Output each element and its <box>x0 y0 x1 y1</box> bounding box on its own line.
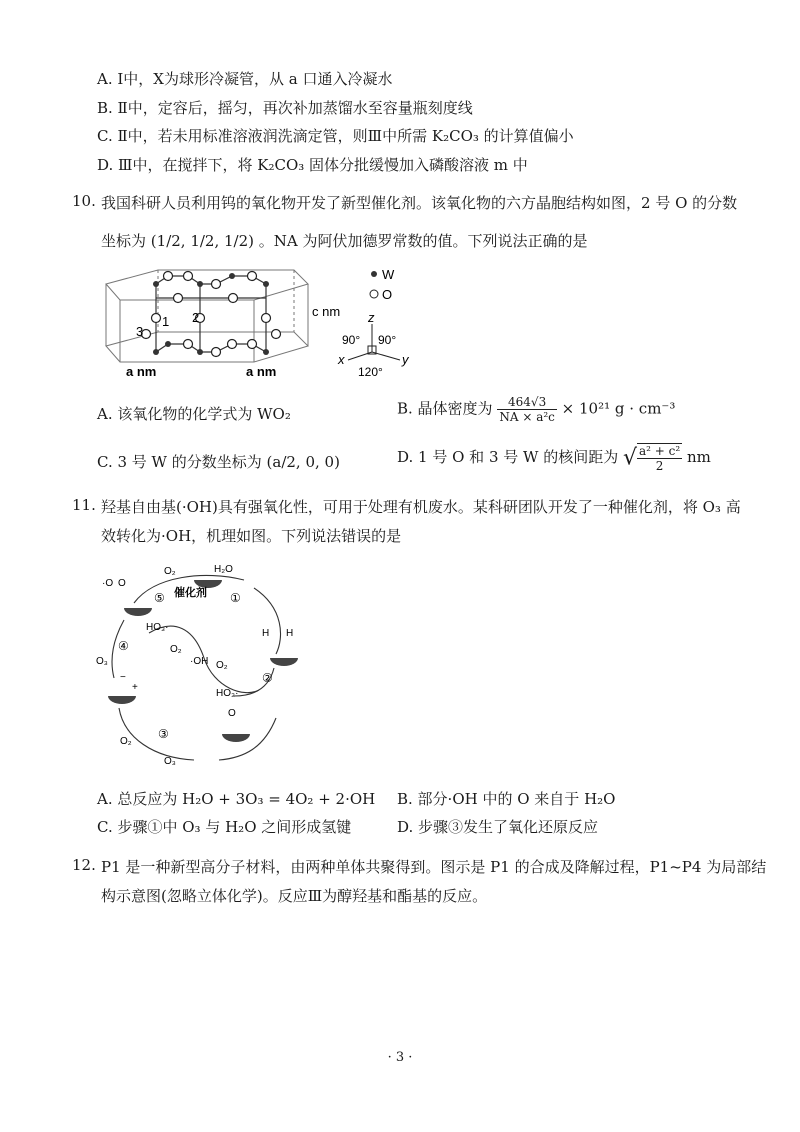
o2-mid2-label: O₂ <box>216 660 228 671</box>
ho3-b-label: HO₃· <box>216 688 239 699</box>
plus-sign: + <box>132 682 138 693</box>
legend-w: W <box>382 267 395 282</box>
step-4: ④ <box>118 639 129 653</box>
q10-distance-numerator: a² + c² <box>639 444 681 458</box>
q9-option-b: B. Ⅱ中，定容后，摇匀，再次补加蒸馏水至容量瓶刻度线 <box>97 99 473 117</box>
q11-option-d: D. 步骤③发生了氧化还原反应 <box>397 818 599 836</box>
q10-density-denominator: NA × a²c <box>499 410 555 424</box>
q9-option-d: D. Ⅲ中，在搅拌下，将 K₂CO₃ 固体分批缓慢加入磷酸溶液 m 中 <box>97 156 528 174</box>
label-3: 3 <box>136 324 144 339</box>
legend-o: O <box>382 287 393 302</box>
o-label: O <box>228 708 236 719</box>
axis-z: z <box>368 310 375 325</box>
h2o-label: H₂O <box>214 564 233 575</box>
question-10-stem-line1: 我国科研人员利用钨的氧化物开发了新型催化剂。该氧化物的六方晶胞结构如图，2 号 O 的分数 <box>101 194 738 212</box>
o2-bottom-label: O₂ <box>120 736 132 747</box>
q10-option-d-suffix: nm <box>687 448 711 466</box>
q11-option-c: C. 步骤①中 O₃ 与 H₂O 之间形成氢键 <box>97 818 352 836</box>
step-1: ① <box>230 591 241 605</box>
q10-option-c-coord: (a/2, 0, 0) <box>266 453 340 471</box>
question-11-stem-line1: 羟基自由基(·OH)具有强氧化性，可用于处理有机废水。某科研团队开发了一种催化剂，将 O₃ 高 <box>101 498 741 516</box>
q10-option-b-suffix: × 10²¹ g · cm⁻³ <box>561 399 676 418</box>
label-2: 2 <box>192 310 200 325</box>
o2-mid-label: O₂ <box>170 644 182 655</box>
question-12-number: 12. <box>72 856 96 874</box>
step-2: ② <box>262 671 273 685</box>
q10-option-b <box>397 395 675 424</box>
q10-density-fraction <box>497 395 557 424</box>
q10-option-c <box>97 451 340 472</box>
label-a-nm-2: a nm <box>246 364 277 379</box>
page-number: · 3 · <box>387 1050 413 1065</box>
question-12-stem-line2: 构示意图(忽略立体化学)。反应Ⅲ为醇羟基和酯基的反应。 <box>101 887 488 905</box>
q10-density-numerator: 464√3 <box>497 395 557 410</box>
q9-option-a: A. Ⅰ中，X为球形冷凝管，从 a 口通入冷凝水 <box>97 70 393 88</box>
question-12-stem-line1: P1 是一种新型高分子材料，由两种单体共聚得到。图示是 P1 的合成及降解过程，P1~P4 为局部结 <box>101 858 767 876</box>
q10-coord-prefix: 坐标为 <box>101 232 147 250</box>
question-10-stem-line2 <box>101 230 588 251</box>
catalyst-label: 催化剂 <box>174 587 207 599</box>
q11-option-a: A. 总反应为 H₂O + 3O₃ = 4O₂ + 2·OH <box>97 790 376 808</box>
q10-option-d-prefix: D. 1 号 O 和 3 号 W 的核间距为 <box>397 448 619 466</box>
axis-y: y <box>402 352 409 367</box>
q10-stem-suffix: 。NA 为阿伏加德罗常数的值。下列说法正确的是 <box>258 232 588 250</box>
q10-crystal-figure <box>96 262 426 380</box>
minus-sign: − <box>120 672 126 683</box>
angle-right: 90° <box>378 333 397 347</box>
oo-top2-label: O <box>118 578 126 589</box>
oo-top-label: ·O <box>102 578 114 589</box>
label-a-nm-1: a nm <box>126 364 157 379</box>
step-5: ⑤ <box>154 591 165 605</box>
q10-coord-value: (1/2, 1/2, 1/2) <box>150 232 254 250</box>
axis-x: x <box>338 352 345 367</box>
ho3-a-label: HO₃· <box>146 622 169 633</box>
angle-left: 90° <box>342 333 361 347</box>
q10-distance-fraction <box>637 443 682 473</box>
q10-distance-denominator: 2 <box>655 459 664 473</box>
label-1: 1 <box>162 314 170 329</box>
o2-top-label: O₂ <box>164 566 176 577</box>
q10-option-a: A. 该氧化物的化学式为 WO₂ <box>97 405 291 423</box>
q10-option-c-prefix: C. 3 号 W 的分数坐标为 <box>97 453 262 471</box>
h-label: H <box>262 628 270 639</box>
h-label-2: H <box>286 628 294 639</box>
question-11-number: 11. <box>72 496 96 514</box>
q10-option-b-prefix: B. 晶体密度为 <box>397 399 493 418</box>
q11-mechanism-figure <box>94 558 304 778</box>
o3-bottom-label: O₃ <box>164 756 176 767</box>
oh-mid-label: ·OH <box>190 656 209 667</box>
o3-left-label: O₃ <box>96 656 108 667</box>
question-11-stem-line2: 效转化为·OH，机理如图。下列说法错误的是 <box>101 527 402 545</box>
label-c-nm: c nm <box>312 304 341 319</box>
q10-option-d: D. 1 号 O 和 3 号 W 的核间距为 √ $\frac{\text{a² + c²}}{2}$ nm <box>397 444 711 473</box>
question-10-number: 10. <box>72 192 96 210</box>
q9-option-c: C. Ⅱ中，若未用标准溶液润洗滴定管，则Ⅲ中所需 K₂CO₃ 的计算值偏小 <box>97 127 574 145</box>
step-3: ③ <box>158 727 169 741</box>
angle-bottom: 120° <box>358 365 383 379</box>
q11-option-b: B. 部分·OH 中的 O 来自于 H₂O <box>397 790 616 808</box>
